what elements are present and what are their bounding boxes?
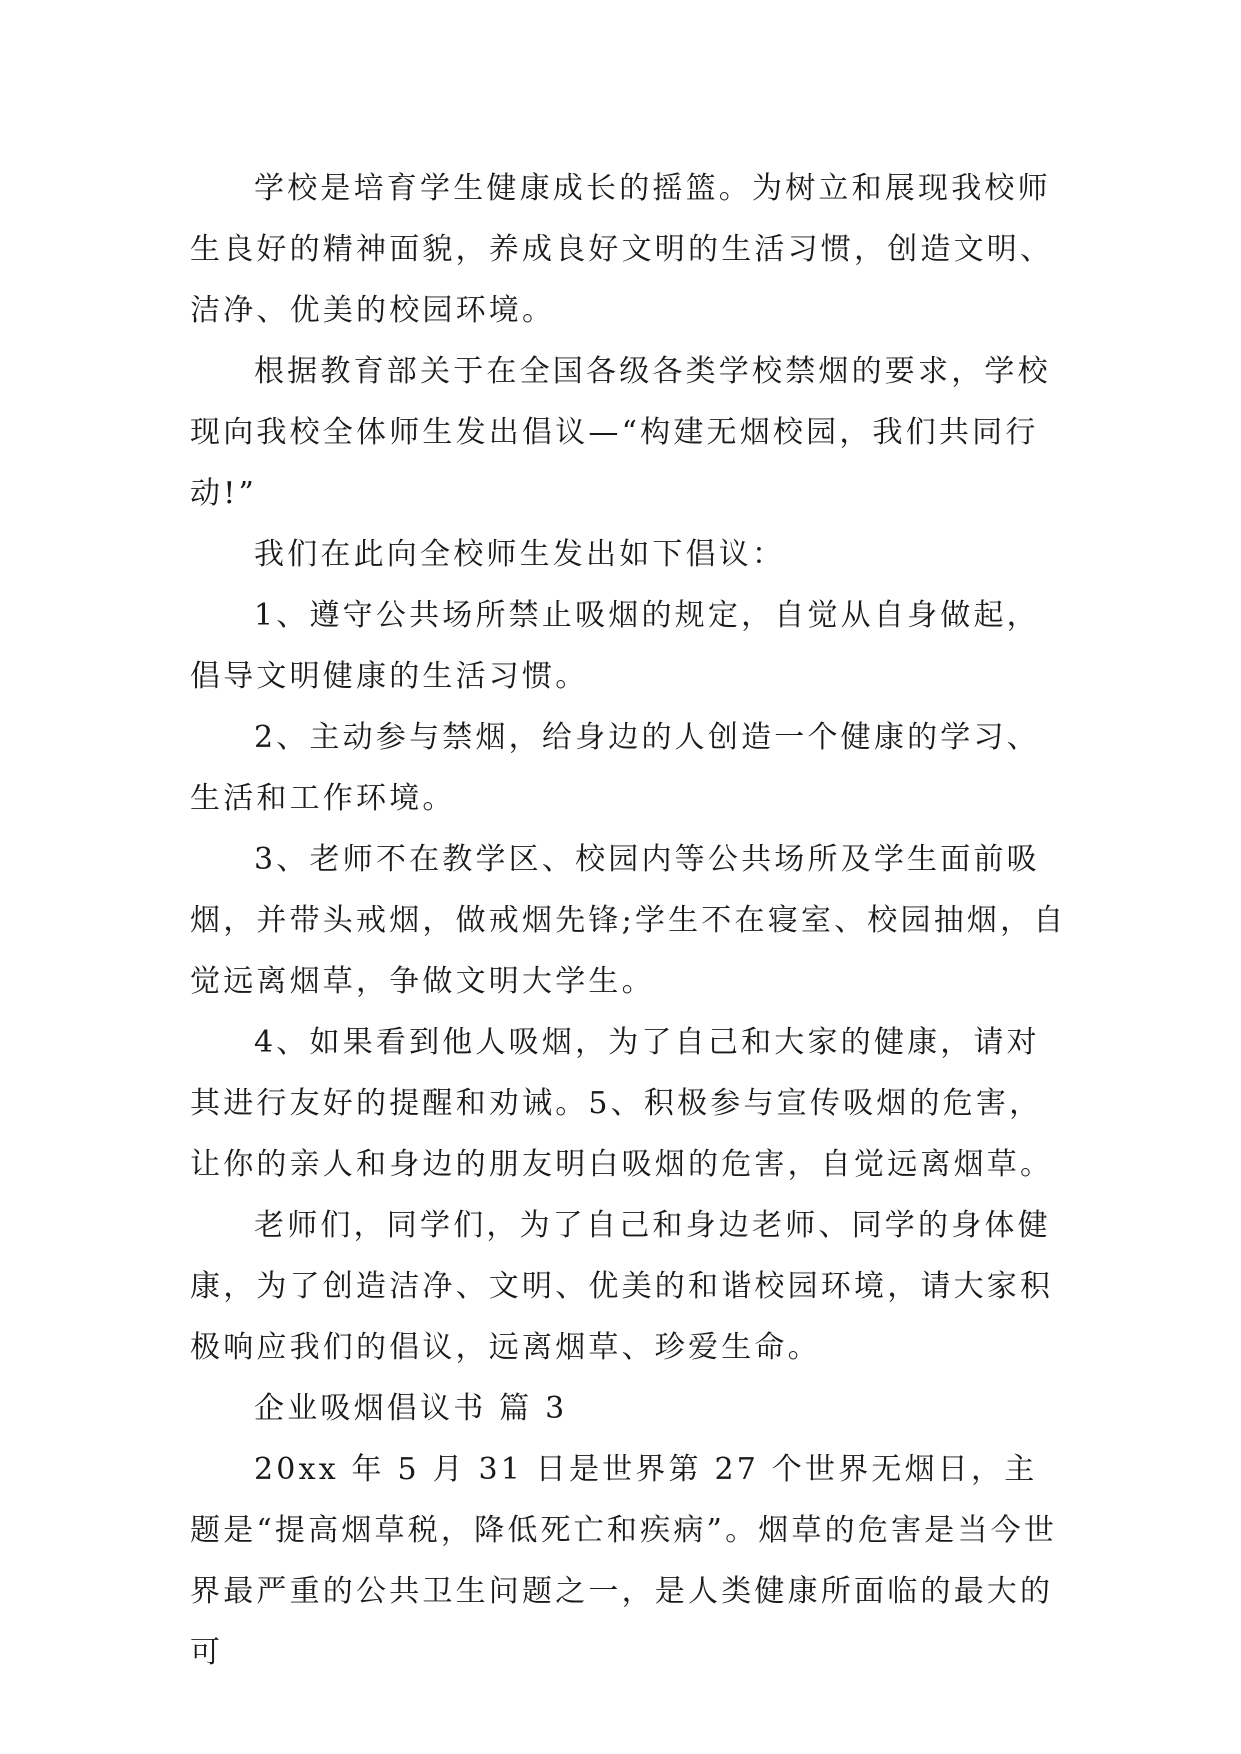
document-body xyxy=(190,158,1070,1683)
paragraph-closing: 老师们，同学们，为了自己和身边老师、同学的身体健康，为了创造洁净、文明、优美的和谐校园环境，请大家积极响应我们的倡议，远离烟草、珍爱生命。 xyxy=(190,1208,1054,1365)
paragraph-item-1: 1、遵守公共场所禁止吸烟的规定，自觉从自身做起，倡导文明健康的生活习惯。 xyxy=(190,598,1040,694)
paragraph-no-tobacco-day: 20xx 年 5 月 31 日是世界第 27 个世界无烟日，主题是“提高烟草税，降低死亡和疾病”。烟草的危害是当今世界最严重的公共卫生问题之一，是人类健康所面临的最大的可 xyxy=(190,1452,1058,1670)
paragraph-intro: 学校是培育学生健康成长的摇篮。为树立和展现我校师生良好的精神面貌，养成良好文明的生活习惯，创造文明、洁净、优美的校园环境。 xyxy=(190,171,1054,328)
paragraph-item-2: 2、主动参与禁烟，给身边的人创造一个健康的学习、生活和工作环境。 xyxy=(190,720,1040,816)
paragraph-item-4-5: 4、如果看到他人吸烟，为了自己和大家的健康，请对其进行友好的提醒和劝诫。5、积极参与宣传吸烟的危害，让你的亲人和身边的朋友明白吸烟的危害，自觉远离烟草。 xyxy=(190,1025,1054,1182)
paragraph-initiative: 根据教育部关于在全国各级各类学校禁烟的要求，学校现向我校全体师生发出倡议—“构建无烟校园，我们共同行动!” xyxy=(190,354,1051,511)
section-heading: 企业吸烟倡议书 篇 3 xyxy=(254,1391,568,1426)
paragraph-proposal-lead: 我们在此向全校师生发出如下倡议： xyxy=(254,537,786,572)
paragraph-item-3: 3、老师不在教学区、校园内等公共场所及学生面前吸烟，并带头戒烟，做戒烟先锋;学生不在寝室、校园抽烟，自觉远离烟草，争做文明大学生。 xyxy=(190,842,1067,999)
